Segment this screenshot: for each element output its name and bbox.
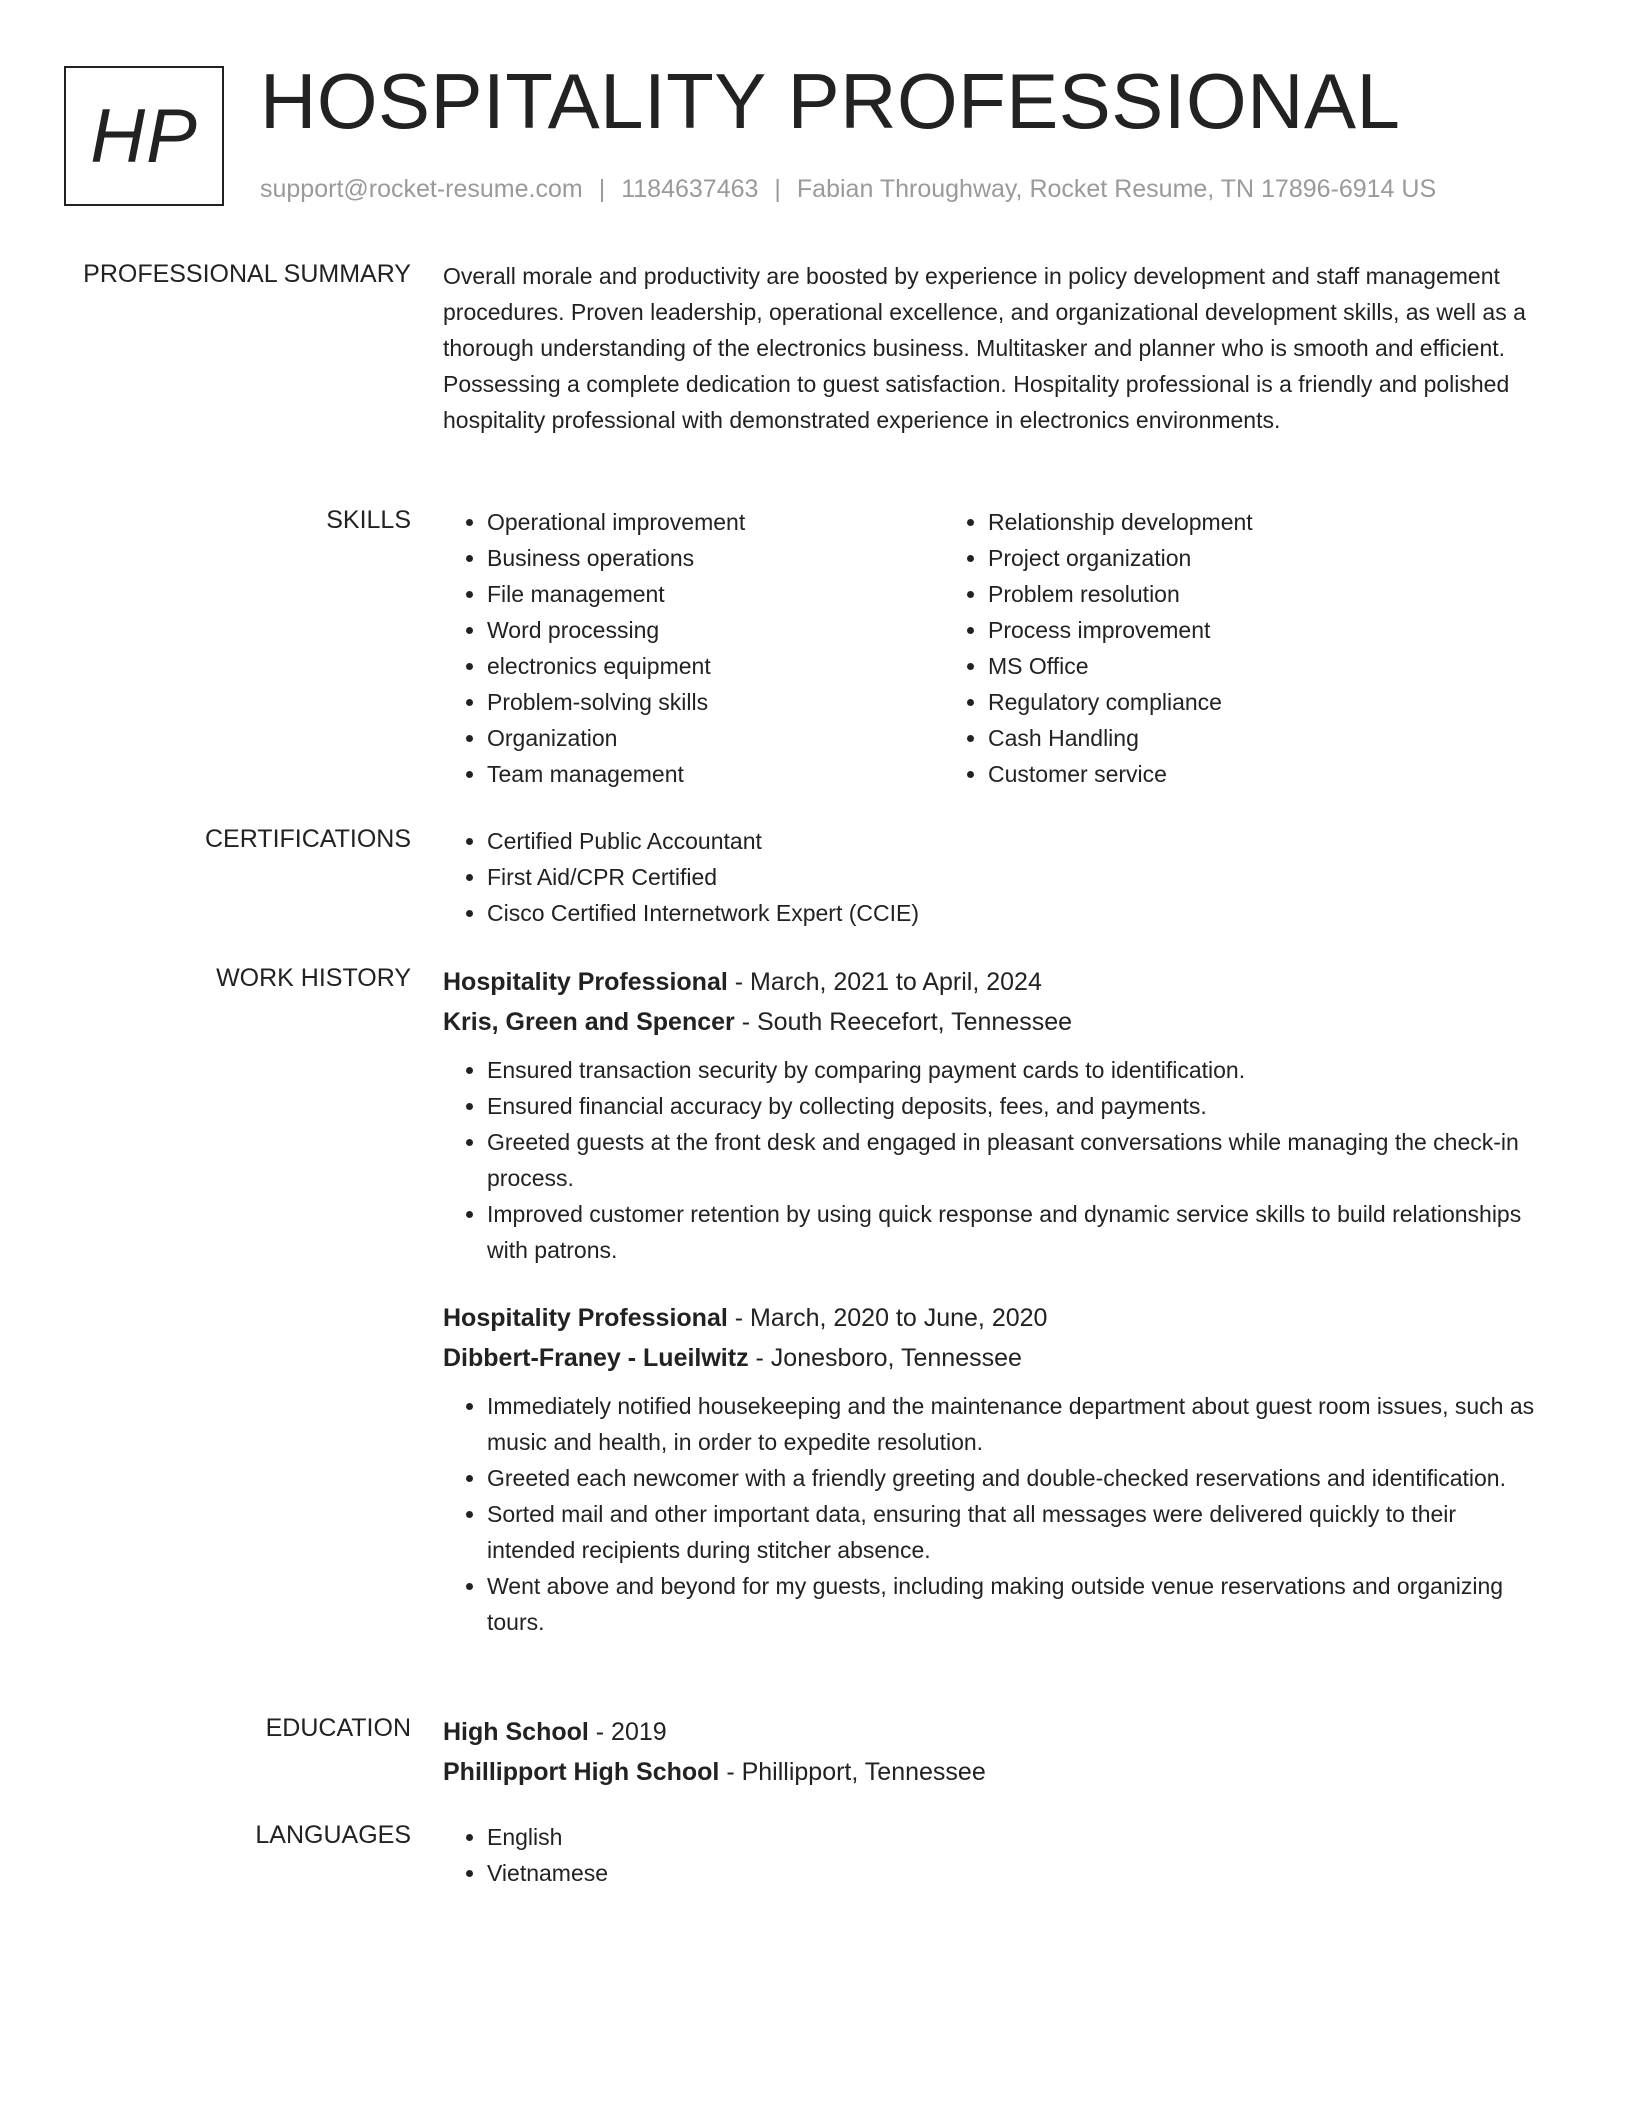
skill-item: • Customer service bbox=[988, 756, 1445, 792]
certification-item: • Certified Public Accountant bbox=[487, 823, 1545, 859]
skills-list-left bbox=[443, 504, 944, 792]
education-body bbox=[443, 1712, 1545, 1792]
education-degree-line bbox=[443, 1712, 1545, 1752]
contact-separator: | bbox=[774, 175, 781, 203]
contact-separator: | bbox=[598, 175, 606, 203]
contact-phone[interactable]: 1184637463 bbox=[621, 175, 759, 203]
education-year: - 2019 bbox=[588, 1718, 667, 1746]
job-company: Kris, Green and Spencer bbox=[443, 1008, 735, 1036]
job-bullet: • Immediately notified housekeeping and the maintenance department about guest room issues, such as music and health, in order to expedite resolution. bbox=[487, 1388, 1545, 1460]
job-dates: - March, 2020 to June, 2020 bbox=[727, 1304, 1048, 1332]
certification-item: • First Aid/CPR Certified bbox=[487, 859, 1545, 895]
skill-item: • Operational improvement bbox=[487, 504, 944, 540]
skill-item: • Business operations bbox=[487, 540, 944, 576]
section-title-skills: SKILLS bbox=[326, 506, 411, 534]
education-location: - Phillipport, Tennessee bbox=[719, 1758, 986, 1786]
skill-item: • Word processing bbox=[487, 612, 944, 648]
skill-item: • Relationship development bbox=[988, 504, 1445, 540]
skill-item: • electronics equipment bbox=[487, 648, 944, 684]
job-bullets bbox=[443, 1388, 1545, 1640]
section-title-languages: LANGUAGES bbox=[255, 1821, 411, 1849]
job-role-line bbox=[443, 1298, 1545, 1338]
skill-item: • File management bbox=[487, 576, 944, 612]
language-item: • Vietnamese bbox=[487, 1855, 1545, 1891]
section-title-work-history: WORK HISTORY bbox=[216, 964, 411, 992]
job-company: Dibbert-Franey - Lueilwitz bbox=[443, 1344, 749, 1372]
section-title-education: EDUCATION bbox=[265, 1714, 411, 1742]
skill-item: • Regulatory compliance bbox=[988, 684, 1445, 720]
job-dates: - March, 2021 to April, 2024 bbox=[727, 968, 1042, 996]
skill-item: • Problem resolution bbox=[988, 576, 1445, 612]
skills-body bbox=[443, 504, 1545, 792]
languages-list bbox=[443, 1819, 1545, 1891]
certifications-body bbox=[443, 823, 1545, 931]
education-school: Phillipport High School bbox=[443, 1758, 720, 1786]
job-bullet: • Improved customer retention by using quick response and dynamic service skills to build relationships with patrons. bbox=[487, 1196, 1545, 1268]
job-company-line bbox=[443, 1002, 1545, 1042]
job-bullet: • Ensured transaction security by comparing payment cards to identification. bbox=[487, 1052, 1545, 1088]
skill-item: • Cash Handling bbox=[988, 720, 1445, 756]
work-history-body bbox=[443, 962, 1545, 1640]
job-bullet: • Greeted guests at the front desk and engaged in pleasant conversations while managing the check-in process. bbox=[487, 1124, 1545, 1196]
summary-text: Overall morale and productivity are boosted by experience in policy development and staff management procedures. Proven leadership, operational excellence, and organizational development skills, as well as a thorough understanding of the electronics business. Multitasker and planner who is smooth and efficient. Possessing a complete dedication to guest satisfaction. Hospitality professional is a friendly and polished hospitality professional with demonstrated experience in electronics environments. bbox=[443, 263, 1526, 433]
certifications-list bbox=[443, 823, 1545, 931]
languages-body bbox=[443, 1819, 1545, 1891]
job-entry bbox=[443, 962, 1545, 1268]
job-location: - South Reecefort, Tennessee bbox=[734, 1008, 1073, 1036]
job-bullet: • Sorted mail and other important data, ensuring that all messages were delivered quickly to their intended recipients during stitcher absence. bbox=[487, 1496, 1545, 1568]
job-entry bbox=[443, 1298, 1545, 1640]
skill-item: • MS Office bbox=[988, 648, 1445, 684]
contact-address: Fabian Throughway, Rocket Resume, TN 17896-6914 US bbox=[796, 175, 1437, 203]
job-bullet: • Greeted each newcomer with a friendly greeting and double-checked reservations and identification. bbox=[487, 1460, 1545, 1496]
skill-item: • Project organization bbox=[988, 540, 1445, 576]
education-degree: High School bbox=[443, 1718, 589, 1746]
job-bullet: • Ensured financial accuracy by collecting deposits, fees, and payments. bbox=[487, 1088, 1545, 1124]
job-role: Hospitality Professional bbox=[443, 1304, 728, 1332]
skill-item: • Problem-solving skills bbox=[487, 684, 944, 720]
skill-item: • Organization bbox=[487, 720, 944, 756]
education-school-line bbox=[443, 1752, 1545, 1792]
job-location: - Jonesboro, Tennessee bbox=[748, 1344, 1022, 1372]
skill-item: • Team management bbox=[487, 756, 944, 792]
job-role: Hospitality Professional bbox=[443, 968, 728, 996]
section-title-summary: PROFESSIONAL SUMMARY bbox=[83, 260, 411, 288]
job-role-line bbox=[443, 962, 1545, 1002]
contact-email[interactable]: support@rocket-resume.com bbox=[260, 175, 583, 203]
monogram-logo: HP bbox=[64, 66, 224, 206]
section-title-certifications: CERTIFICATIONS bbox=[204, 825, 411, 853]
job-bullet: • Went above and beyond for my guests, including making outside venue reservations and organizing tours. bbox=[487, 1568, 1545, 1640]
summary-body bbox=[443, 258, 1545, 438]
skills-list-right bbox=[944, 504, 1445, 792]
contact-line bbox=[260, 174, 1436, 204]
skills-columns bbox=[443, 504, 1545, 792]
certification-item: • Cisco Certified Internetwork Expert (CCIE) bbox=[487, 895, 1545, 931]
resume-name: HOSPITALITY PROFESSIONAL bbox=[260, 57, 1401, 145]
job-bullets bbox=[443, 1052, 1545, 1268]
language-item: • English bbox=[487, 1819, 1545, 1855]
job-company-line bbox=[443, 1338, 1545, 1378]
skill-item: • Process improvement bbox=[988, 612, 1445, 648]
